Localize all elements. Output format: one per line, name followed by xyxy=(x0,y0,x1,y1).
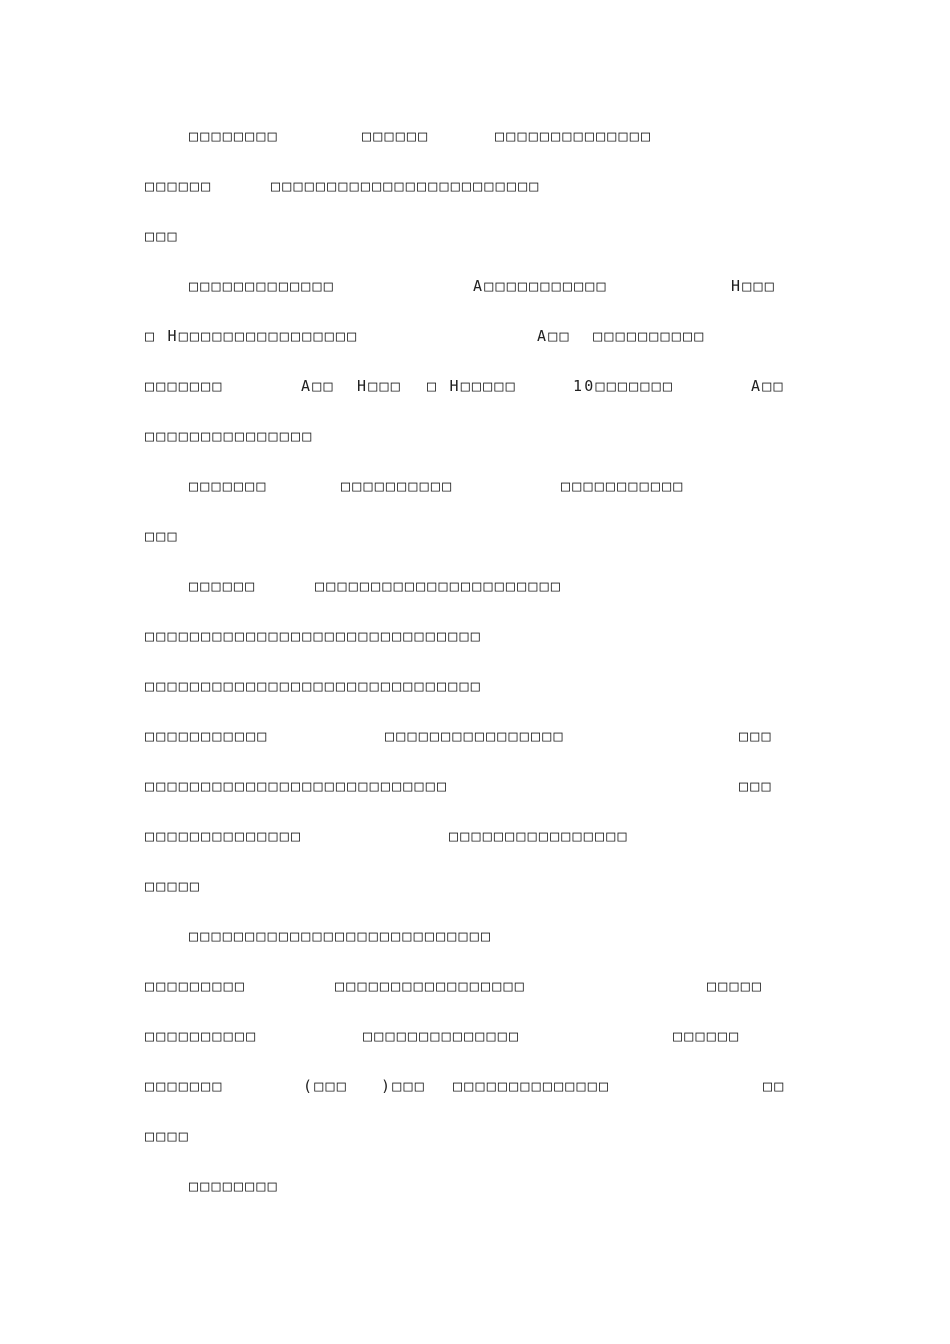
text-segment: H□□□ xyxy=(357,377,402,395)
text-segment: □□□□□□□□□□□□□□□□□ xyxy=(335,977,526,995)
text-segment: □ H□□□□□ xyxy=(427,377,517,395)
text-segment: □□□□□□□ xyxy=(145,1077,224,1095)
text-segment: □□□□□□□□□□□ xyxy=(561,477,685,495)
text-segment: A□□ □□□□□□□□□□ xyxy=(537,327,706,345)
text-line xyxy=(0,1024,950,1048)
text-segment: □□□□□□□□□□ xyxy=(145,1027,258,1045)
text-line xyxy=(0,474,950,498)
text-line xyxy=(0,224,950,248)
text-line xyxy=(0,324,950,348)
text-line xyxy=(0,1174,950,1198)
text-line xyxy=(0,374,950,398)
text-segment: □□□□□□□□□□□□□□□□□□□□□□□□ xyxy=(271,177,541,195)
text-line xyxy=(0,274,950,298)
text-line xyxy=(0,774,950,798)
text-segment: A□□ xyxy=(301,377,335,395)
text-line xyxy=(0,1074,950,1098)
text-segment: A□□□□□□□□□□□ xyxy=(473,277,608,295)
text-segment: □□□□□□□□□□□□□□□□□□□□□□□□□□□□□□ xyxy=(145,677,482,695)
text-line xyxy=(0,524,950,548)
text-segment: □□□□□□□□ xyxy=(189,1177,279,1195)
text-segment: □□□□□□□□□□□□□□□□□□□□□□□□□□□ xyxy=(189,927,493,945)
text-segment: □□□□□□ xyxy=(362,127,430,145)
text-line xyxy=(0,174,950,198)
text-line xyxy=(0,624,950,648)
text-segment: □□□□□□□□□□□ xyxy=(145,727,269,745)
text-segment: □□□□□□□□□□□□□□ xyxy=(453,1077,611,1095)
text-segment: □□□□□□□ xyxy=(189,477,268,495)
text-line xyxy=(0,1124,950,1148)
text-segment: □□□□□□□□□□□□□□ xyxy=(495,127,653,145)
text-segment: □□□□□□□□□□□□□□ xyxy=(363,1027,521,1045)
text-line xyxy=(0,724,950,748)
text-segment: □□□□□□□□ xyxy=(189,127,279,145)
text-segment: H□□□ xyxy=(731,277,776,295)
text-segment: □□□□□□□□□□□□□□□□□□□□□□ xyxy=(315,577,563,595)
text-segment: A□□ xyxy=(751,377,785,395)
text-segment: □□□□□□□□□□□□□ xyxy=(189,277,335,295)
text-segment: □□□□□□□□□□ xyxy=(341,477,454,495)
text-segment: □□□□□□□□□□□□□□ xyxy=(145,827,303,845)
text-segment: □□□ xyxy=(739,727,773,745)
text-segment: □□□□ xyxy=(145,1127,190,1145)
text-segment: □□□□□□ xyxy=(189,577,257,595)
text-segment: □□□□□□□□□ xyxy=(145,977,247,995)
text-segment: □□ xyxy=(763,1077,786,1095)
text-segment: □□□□□□ xyxy=(673,1027,741,1045)
text-segment: □□□□□ xyxy=(707,977,764,995)
text-line xyxy=(0,924,950,948)
text-segment: □□□ xyxy=(145,227,179,245)
text-line xyxy=(0,824,950,848)
text-segment: □□□□□□□□□□□□□□□□ xyxy=(385,727,565,745)
text-segment: □□□ xyxy=(739,777,773,795)
text-line xyxy=(0,974,950,998)
text-segment: □□□□□□□□□□□□□□□□□□□□□□□□□□□□□□ xyxy=(145,627,482,645)
text-segment: □□□□□ xyxy=(145,877,202,895)
text-segment: □ H□□□□□□□□□□□□□□□□ xyxy=(145,327,359,345)
text-line xyxy=(0,674,950,698)
text-line xyxy=(0,874,950,898)
text-segment: □□□□□□□□□□□□□□□□ xyxy=(449,827,629,845)
text-segment: □□□□□□ xyxy=(145,177,213,195)
text-segment: □□□□□□□□□□□□□□□□□□□□□□□□□□□ xyxy=(145,777,449,795)
text-segment: □□□□□□□□□□□□□□□ xyxy=(145,427,314,445)
text-segment: □□□□□□□ xyxy=(145,377,224,395)
text-segment: )□□□ xyxy=(381,1077,426,1095)
text-line xyxy=(0,124,950,148)
text-line xyxy=(0,424,950,448)
text-segment: 10□□□□□□□ xyxy=(573,377,675,395)
text-segment: □□□ xyxy=(145,527,179,545)
text-line xyxy=(0,574,950,598)
text-segment: (□□□ xyxy=(303,1077,348,1095)
